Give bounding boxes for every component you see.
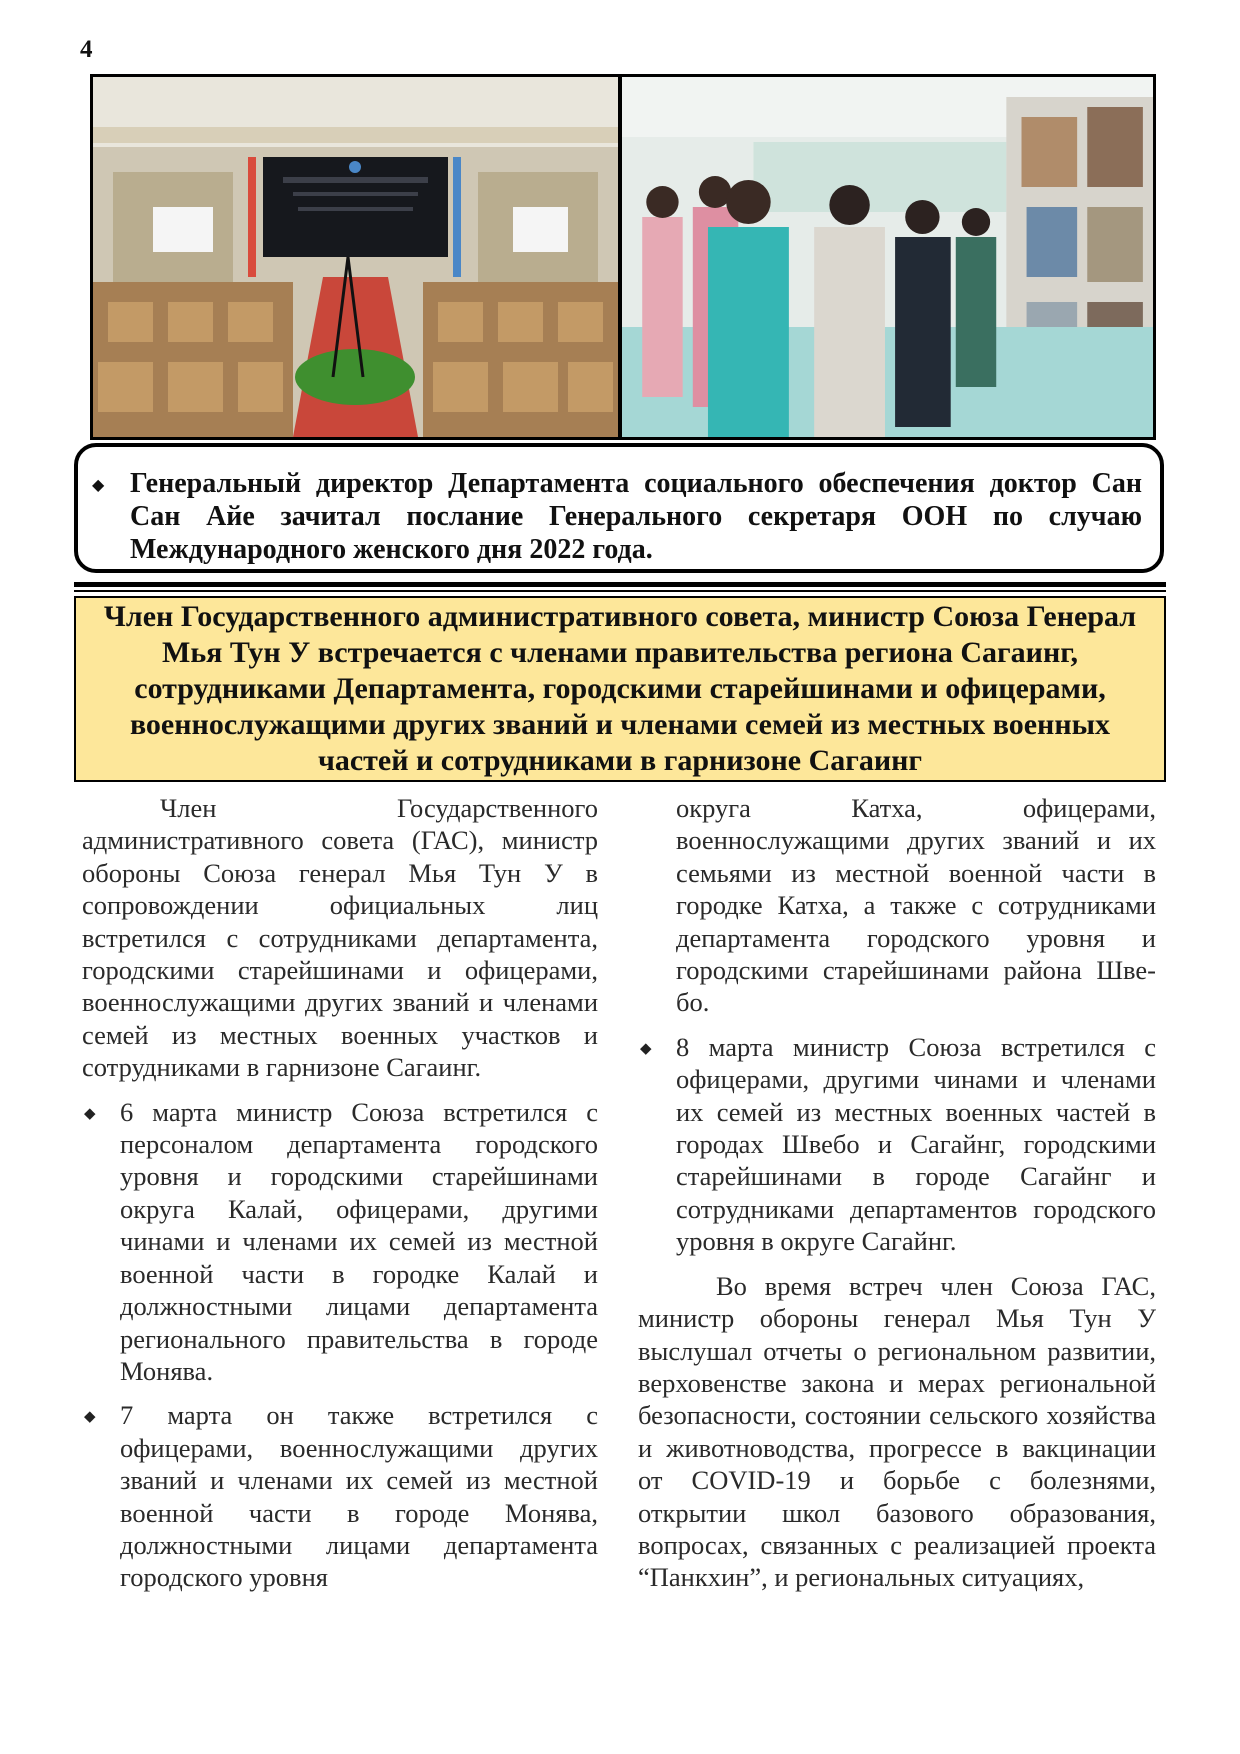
article-column-right [638,792,1156,1594]
bullet-icon: ◆ [640,1040,652,1057]
page-number: 4 [80,36,93,63]
photo-strip [90,74,1156,440]
bullet-icon: ◆ [84,1105,96,1122]
photo-caption: Генеральный директор Департамента социального обеспечения доктор Сан Сан Айе зачитал послание Генерального секретаря ООН по случаю Международного женского дня 2022 года. [130,468,1142,565]
conference-hall-photo [93,77,618,437]
list-item [82,1096,598,1388]
article-column-left [82,792,598,1594]
section-divider-thin [74,590,1166,592]
photo-caption-box [74,443,1164,573]
caption-bullet-icon: ◆ [92,477,105,494]
list-item [638,1031,1156,1258]
article-headline: Член Государственного административного совета, министр Союза Генерал Мья Тун У встречается с членами правительства региона Сагаинг, сотрудниками Департамента, городскими старейшинами и офицерами, военнослужащими других званий и членами семей из местных военных частей и сотрудниками в гарнизоне Сагаинг [103,600,1137,777]
intro-paragraph: Член Государственного административного совета (ГАС), министр обороны Союза генерал Мья Тун У в сопровождении официальных лиц встретился с сотрудниками департамента, городскими старейшинами и офицерами, военнослужащими других званий и членами семей из местных военных участков и сотрудниками в гарнизоне Сагаинг. [82,793,598,1083]
bullet-text: 7 марта он также встретился с офицерами, военнослужащими других званий и членами их семей из местной военной части в городе Монява, должностными лицами департамента городского уровня [120,1400,598,1593]
continued-bullet-text: округа Катха, офицерами, военнослужащими других званий и их семьями из местной военной части в городке Катха, а также с сотрудниками департамента городского уровня и городскими старейшинами района Швебо. [676,793,1156,1018]
headline-box [74,596,1166,782]
conference-hall-image [93,77,618,437]
exhibition-visit-image [622,77,1153,437]
closing-paragraph: Во время встреч член Союза ГАС, министр обороны генерал Мья Тун У выслушал отчеты о региональном развитии, верховенстве закона и мерах региональной безопасности, состоянии сельского хозяйства и животноводства, прогрессе в вакцинации от COVID-19 и борьбе с болезнями, открытии школ базового образования, вопросах, связанных с реализацией проекта “Панкхин”, и региональных ситуациях, [638,1270,1156,1593]
exhibition-visit-photo [622,77,1153,437]
section-divider-thick [74,582,1166,587]
list-item [82,1399,598,1593]
bullet-text: 8 марта министр Союза встретился с офицерами, другими чинами и членами их семей из местных военных частей в городах Швебо и Сагайнг, городскими старейшинами в городе Сагайнг и сотрудниками департаментов городского уровня в округе Сагайнг. [676,1031,1156,1257]
bullet-text: 6 марта министр Союза встретился с персоналом департамента городского уровня и городскими старейшинами округа Калай, офицерами, другими чинами и членами их семей из местной военной части в городке Калай и должностными лицами департамента регионального правительства в городе Монява. [120,1096,598,1386]
bullet-icon: ◆ [84,1409,96,1426]
